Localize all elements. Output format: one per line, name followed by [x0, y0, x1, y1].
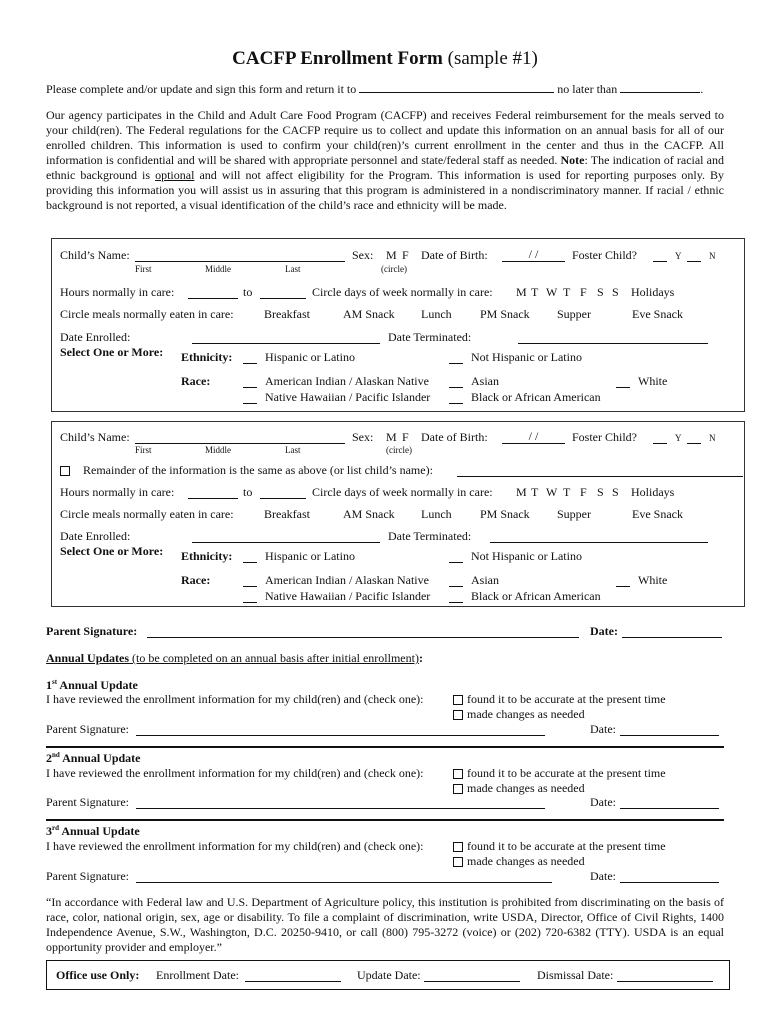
child-2-meals-label: Circle meals normally eaten in care:: [60, 507, 234, 521]
child-2-hours-from[interactable]: [188, 485, 238, 499]
paragraph-part3: and will not affect eligibility for the Program. This information is used for reporting purposes only. By providing this information you will assist us in assuring that this program is administered in a nondiscriminatory manner. If racial / ethnic background is not reported, a visual identification of the child’s race and ethnicity will be made.: [46, 168, 725, 212]
update-3-date-label: Date:: [590, 869, 616, 883]
child-1-name-label: Child’s Name:: [60, 248, 130, 262]
title-main: CACFP Enrollment Form: [232, 48, 443, 69]
child-2-first-label: First: [135, 445, 152, 455]
return-to-field[interactable]: [359, 92, 554, 93]
child-1-day-su[interactable]: S: [612, 285, 619, 299]
parent-signature-field[interactable]: [147, 624, 579, 638]
child-2-meal-breakfast[interactable]: Breakfast: [264, 507, 310, 521]
parent-date-field[interactable]: [622, 624, 722, 638]
paragraph-part1: Our agency participates in the Child and Adult Care Food Program (CACFP) and receives Federal reimbursement for the meals served to your child(ren). The Federal regulations for the CACFP require us to collect and update this information on an annual basis for all of our enrolled children. This information is used to confirm your child(ren)’s current enrollment in the center and thus in the CACFP. All information is confidential and will be shared with appropriate personnel and state/federal staff as needed.: [46, 108, 724, 167]
child-1-meals-label: Circle meals normally eaten in care:: [60, 307, 234, 321]
update-2-title: [46, 751, 141, 766]
update-2-changes-option: [453, 781, 585, 796]
child-2-day-su[interactable]: S: [612, 485, 619, 499]
update-2-num: 2: [46, 751, 52, 765]
program-paragraph: [46, 108, 724, 213]
parent-signature-label: Parent Signature:: [46, 624, 138, 638]
child-2-foster-label: Foster Child?: [572, 430, 637, 444]
child-1-hawaiian-check[interactable]: [243, 390, 257, 404]
child-2-hours-label: Hours normally in care:: [60, 485, 175, 499]
update-2-divider: [46, 819, 724, 821]
annual-heading-text: Annual Updates: [46, 651, 130, 665]
child-2-last-label: Last: [285, 445, 301, 455]
child-1-black-label: Black or African American: [471, 390, 601, 404]
update-1-changes-option: [453, 707, 585, 722]
child-1-am-indian-label: American Indian / Alaskan Native: [265, 374, 429, 388]
office-update-label: Update Date:: [357, 968, 421, 982]
child-1-circle-label: (circle): [381, 264, 407, 274]
child-2-not-hispanic-check[interactable]: [449, 549, 463, 563]
child-1-days-label: Circle days of week normally in care:: [312, 285, 493, 299]
child-1-dob-field[interactable]: / /: [502, 247, 565, 262]
child-2-meal-eve-snack[interactable]: Eve Snack: [632, 507, 683, 521]
child-1-foster-label: Foster Child?: [572, 248, 637, 262]
child-2-dob-field[interactable]: / /: [502, 429, 565, 444]
child-2-asian-check[interactable]: [449, 573, 463, 587]
update-1-changes-label: made changes as needed: [467, 707, 585, 721]
update-1-date-label: Date:: [590, 722, 616, 736]
child-2-enrolled-field[interactable]: [192, 529, 380, 543]
child-2-middle-label: Middle: [205, 445, 231, 455]
title-sub: (sample #1): [442, 48, 538, 69]
child-1-select-label: Select One or More:: [60, 345, 164, 359]
update-1-sig-field[interactable]: [136, 722, 545, 736]
update-3-changes-label: made changes as needed: [467, 854, 585, 868]
office-use-label: Office use Only:: [56, 968, 140, 982]
child-1-sex-m[interactable]: M: [386, 248, 397, 262]
child-2-hawaiian-label: Native Hawaiian / Pacific Islander: [265, 589, 431, 603]
child-1-not-hispanic-check[interactable]: [449, 350, 463, 364]
child-1-asian-check[interactable]: [449, 374, 463, 388]
intro-line: [46, 82, 703, 97]
child-1-sex-f[interactable]: F: [402, 248, 409, 262]
child-1-meal-supper[interactable]: Supper: [557, 307, 591, 321]
nondiscrimination-statement: “In accordance with Federal law and U.S. Department of Agriculture policy, this institution is prohibited from discriminating on the basis of race, color, national origin, sex, age or disability. To file a complaint of discrimination, write USDA, Director, Office of Civil Rights, 1400 Independence Avenue, S.W., Washington, D.C. 20250-9410, or call (800) 795-3272 (voice) or (202) 720-6382 (TTY). USDA is an equal opportunity provider and employer.”: [46, 895, 724, 954]
update-2-date-label: Date:: [590, 795, 616, 809]
child-2-to: to: [243, 485, 253, 499]
update-2-reviewed: I have reviewed the enrollment information for my child(ren) and (check one):: [46, 766, 424, 780]
child-2-black-label: Black or African American: [471, 589, 601, 603]
child-2-dob-label: Date of Birth:: [421, 430, 488, 444]
child-1-first-label: First: [135, 264, 152, 274]
update-2-changes-checkbox[interactable]: [453, 784, 463, 794]
child-1-hawaiian-label: Native Hawaiian / Pacific Islander: [265, 390, 431, 404]
child-1-foster-n-field[interactable]: [687, 250, 701, 262]
child-2-ethnicity-label: Ethnicity:: [181, 549, 233, 563]
update-3-accurate-label: found it to be accurate at the present time: [467, 839, 666, 853]
child-2-holidays[interactable]: Holidays: [631, 485, 675, 499]
child-2-hours-to[interactable]: [260, 485, 306, 499]
update-2-sup: nd: [52, 751, 60, 759]
child-1-day-m[interactable]: M: [516, 285, 527, 299]
child-2-day-m[interactable]: M: [516, 485, 527, 499]
child-1-ethnicity-label: Ethnicity:: [181, 350, 233, 364]
update-1-accurate-checkbox[interactable]: [453, 695, 463, 705]
deadline-field[interactable]: [620, 92, 700, 93]
update-3-sig-label: Parent Signature:: [46, 869, 129, 883]
child-1-name-field[interactable]: [135, 246, 345, 262]
child-1-terminated-label: Date Terminated:: [388, 330, 472, 344]
child-2-hispanic-check[interactable]: [243, 549, 257, 563]
update-2-sig-field[interactable]: [136, 795, 545, 809]
child-2-same-checkbox-wrap: [60, 463, 74, 478]
child-1-hispanic-check[interactable]: [243, 350, 257, 364]
child-2-foster-n-field[interactable]: [687, 432, 701, 444]
child-1-hours-to[interactable]: [260, 285, 306, 299]
child-2-day-f[interactable]: F: [580, 485, 587, 499]
child-1-meal-am-snack[interactable]: AM Snack: [343, 307, 395, 321]
child-2-meal-pm-snack[interactable]: PM Snack: [480, 507, 530, 521]
child-2-days-label: Circle days of week normally in care:: [312, 485, 493, 499]
child-2-meal-lunch[interactable]: Lunch: [421, 507, 452, 521]
child-1-foster-n: N: [709, 251, 716, 261]
update-3-sup: rd: [52, 824, 59, 832]
child-2-sex-label: Sex:: [352, 430, 374, 444]
update-1-changes-checkbox[interactable]: [453, 710, 463, 720]
child-2-remainder-label: Remainder of the information is the same as above (or list child’s name):: [83, 463, 433, 477]
update-1-reviewed: I have reviewed the enrollment information for my child(ren) and (check one):: [46, 692, 424, 706]
update-2-label: Annual Update: [62, 751, 141, 765]
intro-text-2: no later than: [557, 82, 618, 96]
child-1-day-th[interactable]: T: [563, 285, 571, 299]
intro-text-1: Please complete and/or update and sign this form and return it to: [46, 82, 357, 96]
update-3-label: Annual Update: [61, 824, 140, 838]
update-1-sup: st: [52, 678, 58, 686]
child-1-not-hispanic-label: Not Hispanic or Latino: [471, 350, 582, 364]
office-enrollment-label: Enrollment Date:: [156, 968, 239, 982]
office-update-field[interactable]: [424, 968, 520, 982]
child-2-day-w[interactable]: W: [546, 485, 558, 499]
child-2-am-indian-label: American Indian / Alaskan Native: [265, 573, 429, 587]
child-1-hours-from[interactable]: [188, 285, 238, 299]
child-2-meal-supper[interactable]: Supper: [557, 507, 591, 521]
child-1-meal-eve-snack[interactable]: Eve Snack: [632, 307, 683, 321]
child-2-sex-m[interactable]: M: [386, 430, 397, 444]
child-1-meal-lunch[interactable]: Lunch: [421, 307, 452, 321]
child-2-black-check[interactable]: [449, 589, 463, 603]
update-3-accurate-option: [453, 839, 666, 854]
parent-date-label: Date:: [590, 624, 618, 638]
child-1-sex-label: Sex:: [352, 248, 374, 262]
annual-updates-heading: [46, 651, 423, 666]
child-2-meal-am-snack[interactable]: AM Snack: [343, 507, 395, 521]
update-1-num: 1: [46, 678, 52, 692]
update-3-num: 3: [46, 824, 52, 838]
child-2-white-check[interactable]: [616, 573, 630, 587]
child-2-foster-y-field[interactable]: [653, 432, 667, 444]
child-2-sex-f[interactable]: F: [402, 430, 409, 444]
update-2-date-field[interactable]: [620, 795, 719, 809]
child-2-foster-n: N: [709, 433, 716, 443]
update-3-date-field[interactable]: [620, 869, 719, 883]
child-1-terminated-field[interactable]: [518, 330, 708, 344]
update-1-accurate-option: [453, 692, 666, 707]
child-1-asian-label: Asian: [471, 374, 499, 388]
child-1-am-indian-check[interactable]: [243, 374, 257, 388]
child-1-to: to: [243, 285, 253, 299]
child-1-foster-y-field[interactable]: [653, 250, 667, 262]
child-1-meal-pm-snack[interactable]: PM Snack: [480, 307, 530, 321]
child-1-day-f[interactable]: F: [580, 285, 587, 299]
update-2-accurate-option: [453, 766, 666, 781]
update-2-accurate-label: found it to be accurate at the present time: [467, 766, 666, 780]
child-1-holidays[interactable]: Holidays: [631, 285, 675, 299]
child-1-day-s[interactable]: S: [597, 285, 604, 299]
update-1-date-field[interactable]: [620, 722, 719, 736]
child-1-middle-label: Middle: [205, 264, 231, 274]
update-2-sig-label: Parent Signature:: [46, 795, 129, 809]
child-1-hispanic-label: Hispanic or Latino: [265, 350, 355, 364]
child-2-circle-label: (circle): [386, 445, 412, 455]
child-2-select-label: Select One or More:: [60, 544, 164, 558]
office-dismissal-field[interactable]: [617, 968, 713, 982]
update-1-title: [46, 678, 138, 693]
child-2-not-hispanic-label: Not Hispanic or Latino: [471, 549, 582, 563]
child-1-day-t[interactable]: T: [531, 285, 539, 299]
update-1-accurate-label: found it to be accurate at the present time: [467, 692, 666, 706]
optional-word: optional: [155, 168, 195, 182]
child-2-day-s[interactable]: S: [597, 485, 604, 499]
child-1-enrolled-label: Date Enrolled:: [60, 330, 131, 344]
child-1-dob-label: Date of Birth:: [421, 248, 488, 262]
child-2-enrolled-label: Date Enrolled:: [60, 529, 131, 543]
update-3-changes-checkbox[interactable]: [453, 857, 463, 867]
child-2-name-label: Child’s Name:: [60, 430, 130, 444]
child-1-race-label: Race:: [181, 374, 211, 388]
child-2-remainder-field[interactable]: [457, 463, 743, 477]
child-2-hispanic-label: Hispanic or Latino: [265, 549, 355, 563]
child-1-white-label: White: [638, 374, 668, 388]
child-2-race-label: Race:: [181, 573, 211, 587]
child-2-am-indian-check[interactable]: [243, 573, 257, 587]
update-2-changes-label: made changes as needed: [467, 781, 585, 795]
update-1-divider: [46, 746, 724, 748]
child-1-meal-breakfast[interactable]: Breakfast: [264, 307, 310, 321]
update-3-sig-field[interactable]: [136, 869, 552, 883]
office-enrollment-field[interactable]: [245, 968, 341, 982]
child-2-day-t[interactable]: T: [531, 485, 539, 499]
annual-heading-rest: (to be completed on an annual basis after initial enrollment): [129, 651, 419, 665]
page-title: [0, 48, 770, 70]
child-2-white-label: White: [638, 573, 668, 587]
update-3-accurate-checkbox[interactable]: [453, 842, 463, 852]
intro-end: .: [700, 82, 704, 96]
child-2-asian-label: Asian: [471, 573, 499, 587]
child-2-foster-y: Y: [675, 433, 682, 443]
child-2-terminated-field[interactable]: [490, 529, 708, 543]
child-2-same-checkbox[interactable]: [60, 466, 70, 476]
child-1-enrolled-field[interactable]: [192, 330, 380, 344]
update-3-changes-option: [453, 854, 585, 869]
child-2-hawaiian-check[interactable]: [243, 589, 257, 603]
update-1-sig-label: Parent Signature:: [46, 722, 129, 736]
paragraph-part2: : The indication of racial and ethnic background is: [46, 153, 724, 182]
child-1-day-w[interactable]: W: [546, 285, 558, 299]
office-dismissal-label: Dismissal Date:: [537, 968, 614, 982]
child-1-black-check[interactable]: [449, 390, 463, 404]
child-2-name-field[interactable]: [135, 428, 345, 444]
child-2-day-th[interactable]: T: [563, 485, 571, 499]
update-3-reviewed: I have reviewed the enrollment information for my child(ren) and (check one):: [46, 839, 424, 853]
update-3-title: [46, 824, 140, 839]
update-1-label: Annual Update: [59, 678, 138, 692]
child-1-foster-y: Y: [675, 251, 682, 261]
note-label: Note: [560, 153, 585, 167]
update-2-accurate-checkbox[interactable]: [453, 769, 463, 779]
child-1-last-label: Last: [285, 264, 301, 274]
annual-heading-colon: :: [418, 651, 423, 665]
child-1-hours-label: Hours normally in care:: [60, 285, 175, 299]
child-1-white-check[interactable]: [616, 374, 630, 388]
child-2-terminated-label: Date Terminated:: [388, 529, 472, 543]
